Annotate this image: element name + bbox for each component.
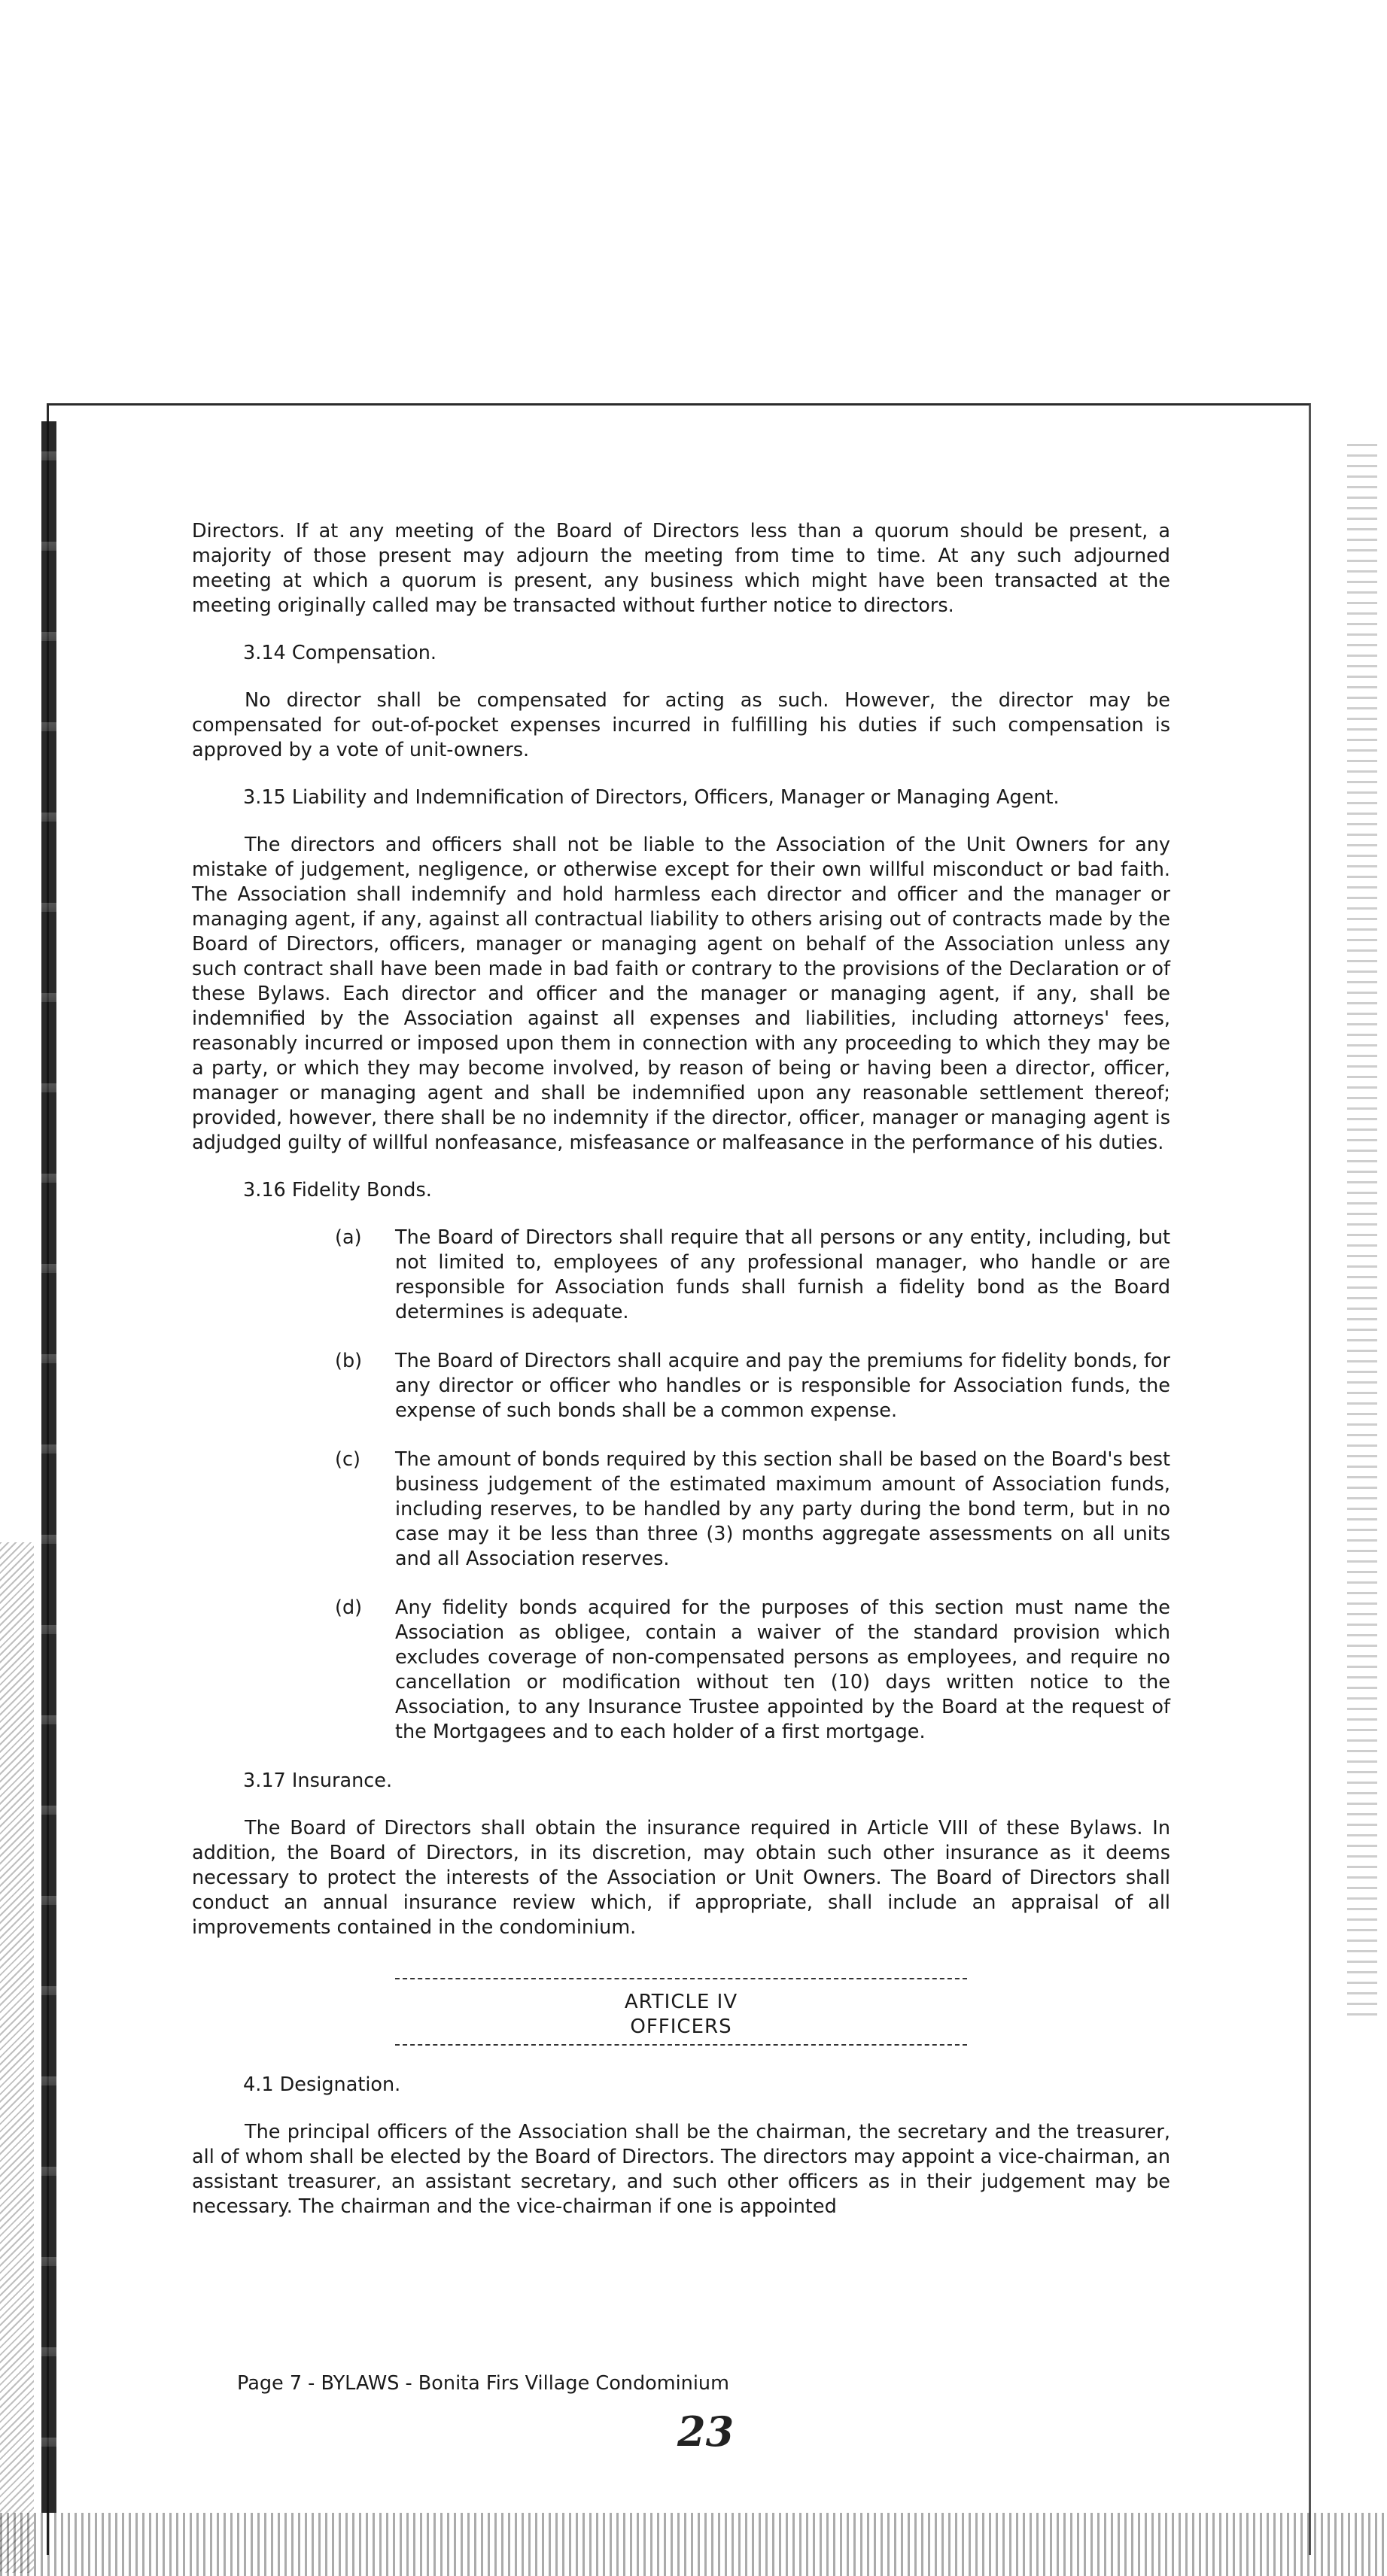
section-heading: 4.1 Designation. — [243, 2073, 401, 2096]
section-3-17 — [192, 1769, 1170, 1940]
document-body — [192, 519, 1170, 2242]
list-item-label: (a) — [335, 1226, 362, 1249]
handwritten-page-number: 23 — [677, 2407, 735, 2456]
article-title: OFFICERS — [630, 2016, 732, 2038]
list-item — [335, 1447, 1170, 1572]
section-4-1 — [192, 2073, 1170, 2219]
page-footer: Page 7 - BYLAWS - Bonita Firs Village Condominium — [237, 2372, 729, 2395]
scan-noise-left — [0, 1542, 34, 2573]
list-item-label: (d) — [335, 1596, 363, 1619]
article-header — [192, 1978, 1170, 2046]
section-3-16 — [192, 1178, 1170, 1745]
scan-noise-right — [1347, 444, 1377, 2024]
dashed-rule-top — [395, 1978, 967, 1979]
list-item — [335, 1596, 1170, 1745]
section-heading: 3.15 Liability and Indemnification of Directors, Officers, Manager or Managing Agent. — [243, 786, 1060, 809]
list-item-text: The amount of bonds required by this section shall be based on the Board's best business judgement of the estimated maximum amount of Association funds, including reserves, to be handled by any party during the bond term, but in no case may it be less than three (3) months aggregate assessments on all units and all Association reserves. — [395, 1448, 1170, 1570]
dashed-rule-bottom — [395, 2044, 967, 2046]
section-body: The principal officers of the Association shall be the chairman, the secretary and the treasurer, all of whom shall be elected by the Board of Directors. The directors may appoint a vice-chairman, an assistant treasurer, an assistant secretary, and such other officers as in their judgement may be necessary. The chairman and the vice-chairman if one is appointed — [192, 2121, 1170, 2218]
article-number: ARTICLE IV — [624, 1991, 738, 2013]
list-item-text: Any fidelity bonds acquired for the purposes of this section must name the Association as obligee, contain a waiver of the standard provision which excludes coverage of non-compensated persons as employees, and require no cancellation or modification without ten (10) days written notice to the Association, to any Insurance Trustee appointed by the Board at the request of the Mortgagees and to each holder of a first mortgage. — [395, 1596, 1170, 1743]
list-item — [335, 1349, 1170, 1423]
continued-paragraph: Directors. If at any meeting of the Board of Directors less than a quorum should be present, a majority of those present may adjourn the meeting from time to time. At any such adjourned meeting at which a quorum is present, any business which might have been transacted at the meeting originally called may be transacted without further notice to directors. — [192, 520, 1170, 617]
scan-noise-bottom — [0, 2513, 1387, 2576]
scan-edge-shadow — [41, 421, 56, 2513]
section-body: The Board of Directors shall obtain the insurance required in Article VIII of these Bylaws. In addition, the Board of Directors, in its discretion, may obtain such other insurance as it deems necessary to protect the interests of the Association or Unit Owners. The Board of Directors shall conduct an annual insurance review which, if appropriate, shall include an appraisal of all improvements contained in the condominium. — [192, 1817, 1170, 1939]
section-heading: 3.17 Insurance. — [243, 1769, 393, 1792]
section-3-14 — [192, 641, 1170, 763]
section-body: The directors and officers shall not be liable to the Association of the Unit Owners for any mistake of judgement, negligence, or otherwise except for their own willful misconduct or bad faith. The Association shall indemnify and hold harmless each director and officer and the manager or managing agent, if any, against all contractual liability to others arising out of contracts made by the Board of Directors, officers, manager or managing agent on behalf of the Association unless any such contract shall have been made in bad faith or contrary to the provisions of the Declaration or of these Bylaws. Each director and officer and the manager or managing agent, if any, shall be indemnified by the Association against all expenses and liabilities, including attorneys' fees, reasonably incurred or imposed upon them in connection with any proceeding to which they may be a party, or which they may become involved, by reason of being or having been a director, officer, manager or managing agent and shall be indemnified upon any reasonable settlement thereof; provided, however, there shall be no indemnity if the director, officer, manager or managing agent is adjudged guilty of willful nonfeasance, misfeasance or malfeasance in the performance of his duties. — [192, 834, 1170, 1154]
section-body: No director shall be compensated for acting as such. However, the director may be compensated for out-of-pocket expenses incurred in fulfilling his duties if such compensation is approved by a vote of unit-owners. — [192, 689, 1170, 761]
list-item-text: The Board of Directors shall acquire and pay the premiums for fidelity bonds, for any director or officer who handles or is responsible for Association funds, the expense of such bonds shall be a common expense. — [395, 1350, 1170, 1422]
list-item-label: (c) — [335, 1448, 360, 1471]
section-3-15 — [192, 785, 1170, 1156]
section-heading: 3.16 Fidelity Bonds. — [243, 1179, 432, 1201]
fidelity-bond-list — [335, 1226, 1170, 1745]
list-item-label: (b) — [335, 1350, 363, 1372]
section-heading: 3.14 Compensation. — [243, 642, 437, 664]
list-item — [335, 1226, 1170, 1325]
list-item-text: The Board of Directors shall require that all persons or any entity, including, but not limited to, employees of any professional manager, who handle or are responsible for Association funds shall furnish a fidelity bond as the Board determines is adequate. — [395, 1226, 1170, 1323]
